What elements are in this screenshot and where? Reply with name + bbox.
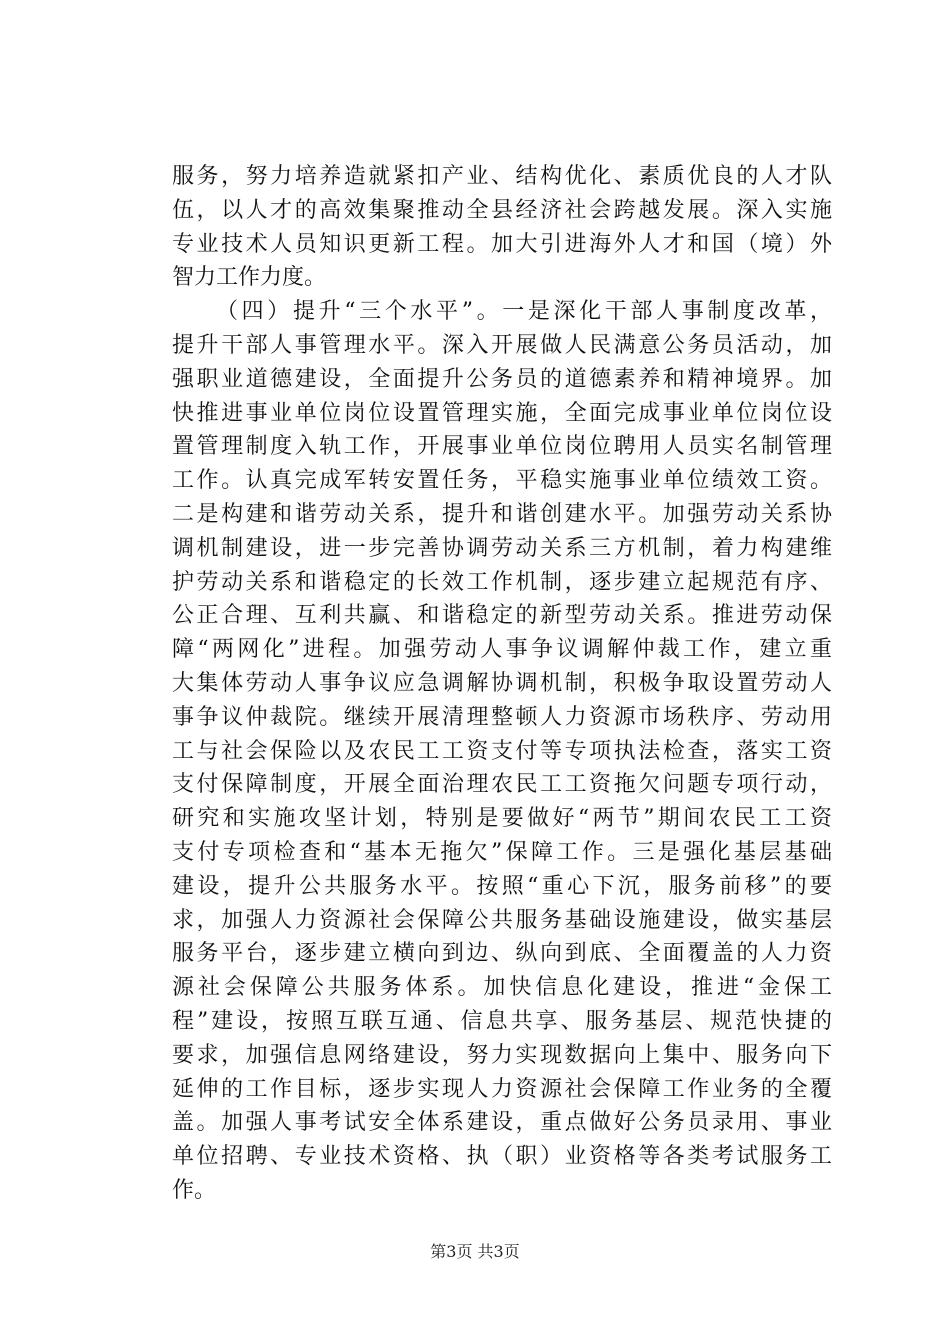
text-line: 公正合理、互利共赢、和谐稳定的新型劳动关系。推进劳动保 xyxy=(172,603,832,629)
page-footer xyxy=(0,1242,950,1262)
text-line: 事争议仲裁院。继续开展清理整顿人力资源市场秩序、劳动用 xyxy=(172,704,832,730)
text-line: 护劳动关系和谐稳定的长效工作机制，逐步建立起规范有序、 xyxy=(172,569,832,595)
text-line: 专业技术人员知识更新工程。加大引进海外人才和国（境）外 xyxy=(172,231,832,257)
paragraph-continuation xyxy=(172,160,832,295)
text-line: 强职业道德建设，全面提升公务员的道德素养和精神境界。加 xyxy=(172,366,832,392)
text-line: 障“两网化”进程。加强劳动人事争议调解仲裁工作，建立重 xyxy=(172,637,832,663)
text-line: 支付保障制度，开展全面治理农民工工资拖欠问题专项行动， xyxy=(172,772,832,798)
text-line: 源社会保障公共服务体系。加快信息化建设，推进“金保工 xyxy=(172,975,832,1001)
text-line: 要求，加强信息网络建设，努力实现数据向上集中、服务向下 xyxy=(172,1042,832,1068)
text-line: 大集体劳动人事争议应急调解协调机制，积极争取设置劳动人 xyxy=(172,670,832,696)
text-line: 支付专项检查和“基本无拖欠”保障工作。三是强化基层基础 xyxy=(172,839,832,865)
text-line: 智力工作力度。 xyxy=(172,265,327,291)
body-text xyxy=(172,160,832,1208)
text-line: 调机制建设，进一步完善协调劳动关系三方机制，着力构建维 xyxy=(172,535,832,561)
text-line: 程”建设，按照互联互通、信息共享、服务基层、规范快捷的 xyxy=(172,1008,832,1034)
text-line: 单位招聘、专业技术资格、执（职）业资格等各类考试服务工 xyxy=(172,1144,832,1170)
text-line: 作。 xyxy=(172,1177,217,1203)
text-line: 盖。加强人事考试安全体系建设，重点做好公务员录用、事业 xyxy=(172,1110,832,1136)
paragraph-four xyxy=(172,295,832,1208)
text-line: 服务平台，逐步建立横向到边、纵向到底、全面覆盖的人力资 xyxy=(172,941,832,967)
text-line: 建设，提升公共服务水平。按照“重心下沉，服务前移”的要 xyxy=(172,873,832,899)
text-line: 二是构建和谐劳动关系，提升和谐创建水平。加强劳动关系协 xyxy=(172,501,832,527)
page-number-label: 第3页 共3页 xyxy=(430,1242,520,1261)
text-line: 置管理制度入轨工作，开展事业单位岗位聘用人员实名制管理 xyxy=(172,434,832,460)
text-line: （四）提升“三个水平”。一是深化干部人事制度改革， xyxy=(216,299,832,325)
text-line: 研究和实施攻坚计划，特别是要做好“两节”期间农民工工资 xyxy=(172,806,832,832)
text-line: 工作。认真完成军转安置任务，平稳实施事业单位绩效工资。 xyxy=(172,468,832,494)
text-line: 快推进事业单位岗位设置管理实施，全面完成事业单位岗位设 xyxy=(172,400,832,426)
text-line: 伍，以人才的高效集聚推动全县经济社会跨越发展。深入实施 xyxy=(172,197,832,223)
text-line: 提升干部人事管理水平。深入开展做人民满意公务员活动，加 xyxy=(172,332,832,358)
text-line: 求，加强人力资源社会保障公共服务基础设施建设，做实基层 xyxy=(172,907,832,933)
text-line: 工与社会保险以及农民工工资支付等专项执法检查，落实工资 xyxy=(172,738,832,764)
text-line: 延伸的工作目标，逐步实现人力资源社会保障工作业务的全覆 xyxy=(172,1076,832,1102)
text-line: 服务，努力培养造就紧扣产业、结构优化、素质优良的人才队 xyxy=(172,164,832,189)
